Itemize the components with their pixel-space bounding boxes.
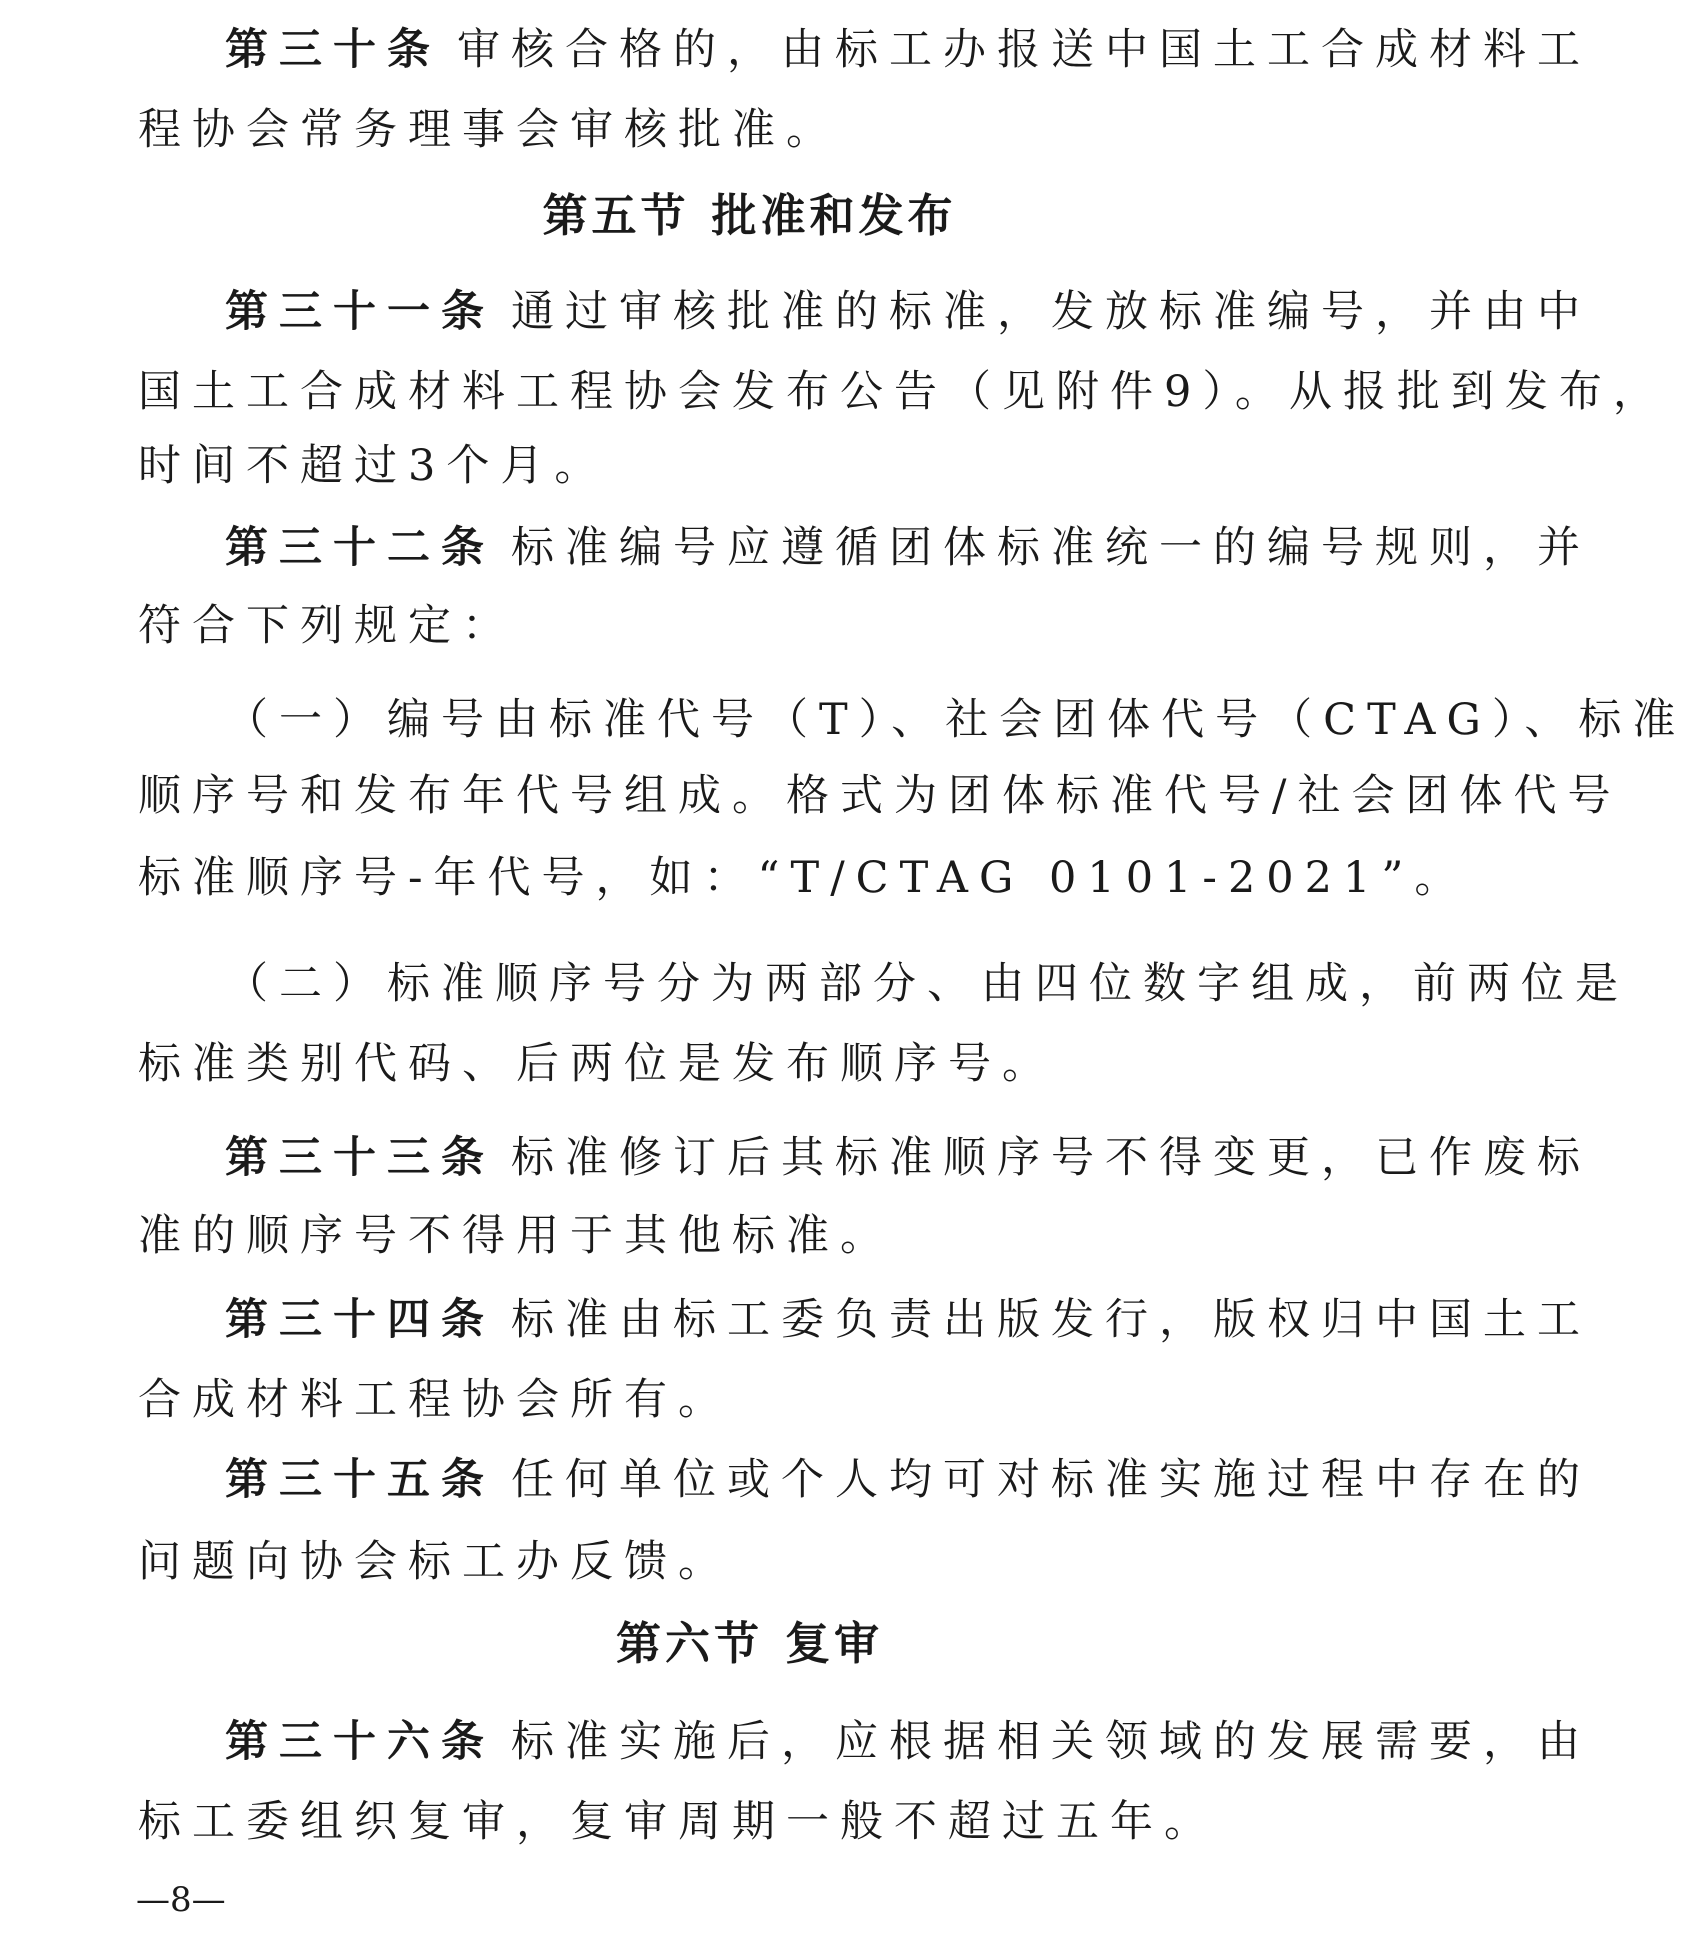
article-34-line-1 (225, 1290, 1591, 1350)
article-34-line-2: 合成材料工程协会所有。 (138, 1375, 732, 1425)
section-5-heading (0, 186, 1499, 246)
article-31-line-1 (225, 282, 1591, 342)
article-33-line-2: 准的顺序号不得用于其他标准。 (138, 1211, 894, 1261)
section-6-title: 复审 (785, 1617, 884, 1670)
article-30-line-1 (225, 20, 1591, 80)
item-1-line-1: （一）编号由标准代号（T）、社会团体代号（CTAG）、标准 (225, 695, 1686, 745)
article-35-text-1: 任何单位或个人均可对标准实施过程中存在的 (511, 1455, 1591, 1505)
article-32-label: 第三十二条 (225, 523, 495, 573)
article-33-text-1: 标准修订后其标准顺序号不得变更，已作废标 (511, 1133, 1591, 1183)
article-31-text-1: 通过审核批准的标准，发放标准编号，并由中 (511, 287, 1591, 337)
article-34-text-1: 标准由标工委负责出版发行，版权归中国土工 (511, 1295, 1591, 1345)
article-35-line-2: 问题向协会标工办反馈。 (138, 1537, 732, 1587)
item-1-line-3: 标准顺序号-年代号，如：“T/CTAG 0101-2021”。 (138, 853, 1469, 903)
article-36-label: 第三十六条 (225, 1717, 495, 1767)
article-35-line-1 (225, 1450, 1591, 1510)
section-5-title: 批准和发布 (711, 189, 957, 242)
item-2-line-1: （二）标准顺序号分为两部分、由四位数字组成，前两位是 (225, 959, 1629, 1009)
article-36-line-1 (225, 1712, 1591, 1772)
article-34-label: 第三十四条 (225, 1295, 495, 1345)
article-31-line-3: 时间不超过3个月。 (138, 441, 609, 491)
article-36-text-1: 标准实施后，应根据相关领域的发展需要，由 (511, 1717, 1591, 1767)
section-6-number: 第六节 (615, 1617, 763, 1670)
article-33-label: 第三十三条 (225, 1133, 495, 1183)
section-6-heading (0, 1614, 1499, 1674)
article-30-text-1: 审核合格的，由标工办报送中国土工合成材料工 (457, 25, 1591, 75)
article-32-text-1: 标准编号应遵循团体标准统一的编号规则，并 (511, 523, 1591, 573)
section-5-number: 第五节 (542, 189, 690, 242)
article-32-line-2: 符合下列规定： (138, 601, 516, 651)
article-32-line-1 (225, 518, 1591, 578)
article-30-line-2: 程协会常务理事会审核批准。 (138, 105, 840, 155)
item-2-line-2: 标准类别代码、后两位是发布顺序号。 (138, 1039, 1056, 1089)
article-30-label: 第三十条 (225, 25, 441, 75)
article-31-label: 第三十一条 (225, 287, 495, 337)
article-33-line-1 (225, 1128, 1591, 1188)
item-1-line-2: 顺序号和发布年代号组成。格式为团体标准代号/社会团体代号 (138, 771, 1622, 821)
article-35-label: 第三十五条 (225, 1455, 495, 1505)
article-31-line-2: 国土工合成材料工程协会发布公告（见附件9）。从报批到发布， (138, 367, 1667, 417)
article-36-line-2: 标工委组织复审，复审周期一般不超过五年。 (138, 1797, 1218, 1847)
page-number: —8— (136, 1880, 226, 1920)
